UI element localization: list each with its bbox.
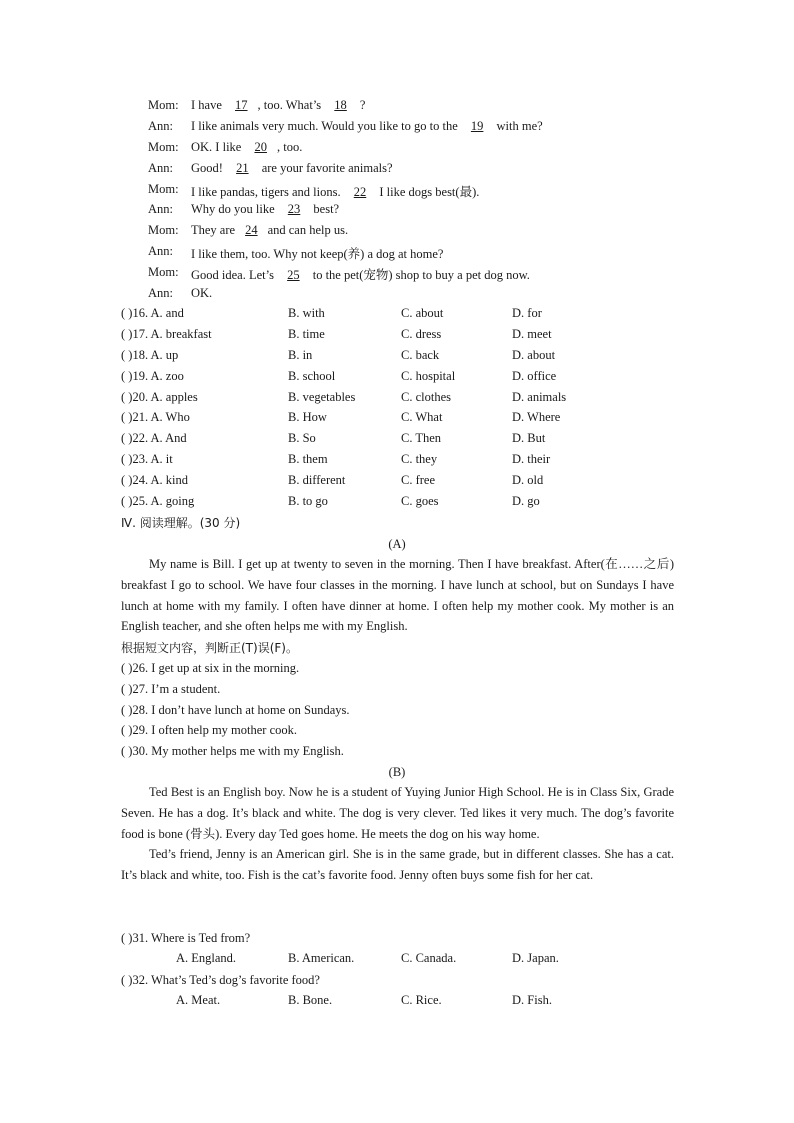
tf-item[interactable]: ( )30. My mother helps me with my English. <box>121 744 344 758</box>
mc-question[interactable]: ( )31. Where is Ted from? <box>121 931 251 945</box>
blank-22[interactable]: 22 <box>353 185 367 199</box>
passage-b-paragraph: Ted Best is an English boy. Now he is a student of Yuying Junior High School. He is in Class Six, Grade Seven. He has a dog. It’s black and white. The dog is very clever. Ted likes it very much. The dog’s favorite food is bone (骨头). Every day Ted goes home. He meets the dog on his way home. <box>121 785 674 841</box>
tf-item[interactable]: ( )28. I don’t have lunch at home on Sundays. <box>121 703 350 717</box>
tf-item[interactable]: ( )26. I get up at six in the morning. <box>121 661 300 675</box>
passage-b-label: (B) <box>388 765 406 779</box>
speaker: Mom: <box>148 265 179 279</box>
blank-21[interactable]: 21 <box>236 161 249 175</box>
speaker: Mom: <box>148 98 179 112</box>
speaker: Ann: <box>148 161 173 175</box>
blank-18[interactable]: 18 <box>334 98 347 112</box>
option-row: ( )22. A. And B. So C. Then D. But <box>121 431 546 445</box>
dialogue-line: Mom: I have 17 , too. What’s 18 ? <box>148 98 366 112</box>
mc-question[interactable]: ( )32. What’s Ted’s dog’s favorite food? <box>121 973 320 987</box>
blank-25[interactable]: 25 <box>287 268 300 282</box>
option-row: ( )19. A. zoo B. school C. hospital D. office <box>121 369 557 383</box>
tf-item[interactable]: ( )27. I’m a student. <box>121 682 221 696</box>
dialogue-line: Ann: OK. <box>148 286 213 300</box>
option-row: ( )18. A. up B. in C. back D. about <box>121 348 556 362</box>
passage-b <box>121 782 674 886</box>
option-row: ( )24. A. kind B. different C. free D. old <box>121 473 544 487</box>
passage-a-text: My name is Bill. I get up at twenty to seven in the morning. Then I have breakfast. After(在……之后) breakfast I go to school. We have four classes in the morning. I have lunch at school, but on Sundays I have lunch at home with my family. I often have dinner at home. I often help my mother cook. My mother is an English teacher, and she often helps me with my English. <box>121 557 674 634</box>
option-row: ( )21. A. Who B. How C. What D. Where <box>121 410 561 424</box>
dialogue-line: Ann: I like animals very much. Would you like to go to the 19 with me? <box>148 119 543 133</box>
option-row: ( )20. A. apples B. vegetables C. clothes D. animals <box>121 390 567 404</box>
dialogue-line: Mom: They are 24 and can help us. <box>148 223 349 237</box>
dialogue-line: Mom: Good idea. Let’s 25 to the pet(宠物) shop to buy a pet dog now. <box>148 265 530 282</box>
blank-19[interactable]: 19 <box>470 119 484 133</box>
blank-17[interactable]: 17 <box>235 98 248 112</box>
passage-b-paragraph: Ted’s friend, Jenny is an American girl. She is in the same grade, but in different classes. She has a cat. It’s black and white, too. Fish is the cat’s favorite food. Jenny often buys some fish for her cat. <box>121 847 674 883</box>
passage-a-label: (A) <box>388 537 406 551</box>
mc-options: A. England. B. American. C. Canada. D. Japan. <box>176 951 559 965</box>
speaker: Ann: <box>148 286 173 300</box>
section-heading: Ⅳ. 阅读理解。(30 分) <box>121 516 241 530</box>
speaker: Mom: <box>148 223 179 237</box>
dialogue-line: Ann: Good! 21 are your favorite animals? <box>148 161 393 175</box>
speaker: Ann: <box>148 119 173 133</box>
dialogue-line: Mom: OK. I like 20 , too. <box>148 140 303 154</box>
blank-23[interactable]: 23 <box>287 202 301 216</box>
option-row: ( )23. A. it B. them C. they D. their <box>121 452 551 466</box>
tf-instruction: 根据短文内容，判断正(T)误(F)。 <box>121 641 298 655</box>
passage-a <box>121 554 674 637</box>
speaker: Ann: <box>148 244 173 258</box>
blank-24[interactable]: 24 <box>245 223 258 237</box>
speaker: Ann: <box>148 202 173 216</box>
tf-item[interactable]: ( )29. I often help my mother cook. <box>121 723 297 737</box>
dialogue-line: Ann: I like them, too. Why not keep(养) a dog at home? <box>148 244 444 261</box>
dialogue-line: Mom: I like pandas, tigers and lions. 22 I like dogs best(最). <box>148 182 480 199</box>
option-row: ( )16. A. and B. with C. about D. for <box>121 306 542 320</box>
dialogue-line: Ann: Why do you like 23 best? <box>148 202 340 216</box>
blank-20[interactable]: 20 <box>254 140 267 154</box>
option-row: ( )17. A. breakfast B. time C. dress D. meet <box>121 327 552 341</box>
mc-options: A. Meat. B. Bone. C. Rice. D. Fish. <box>176 993 552 1007</box>
option-row: ( )25. A. going B. to go C. goes D. go <box>121 494 540 508</box>
speaker: Mom: <box>148 182 179 196</box>
speaker: Mom: <box>148 140 179 154</box>
